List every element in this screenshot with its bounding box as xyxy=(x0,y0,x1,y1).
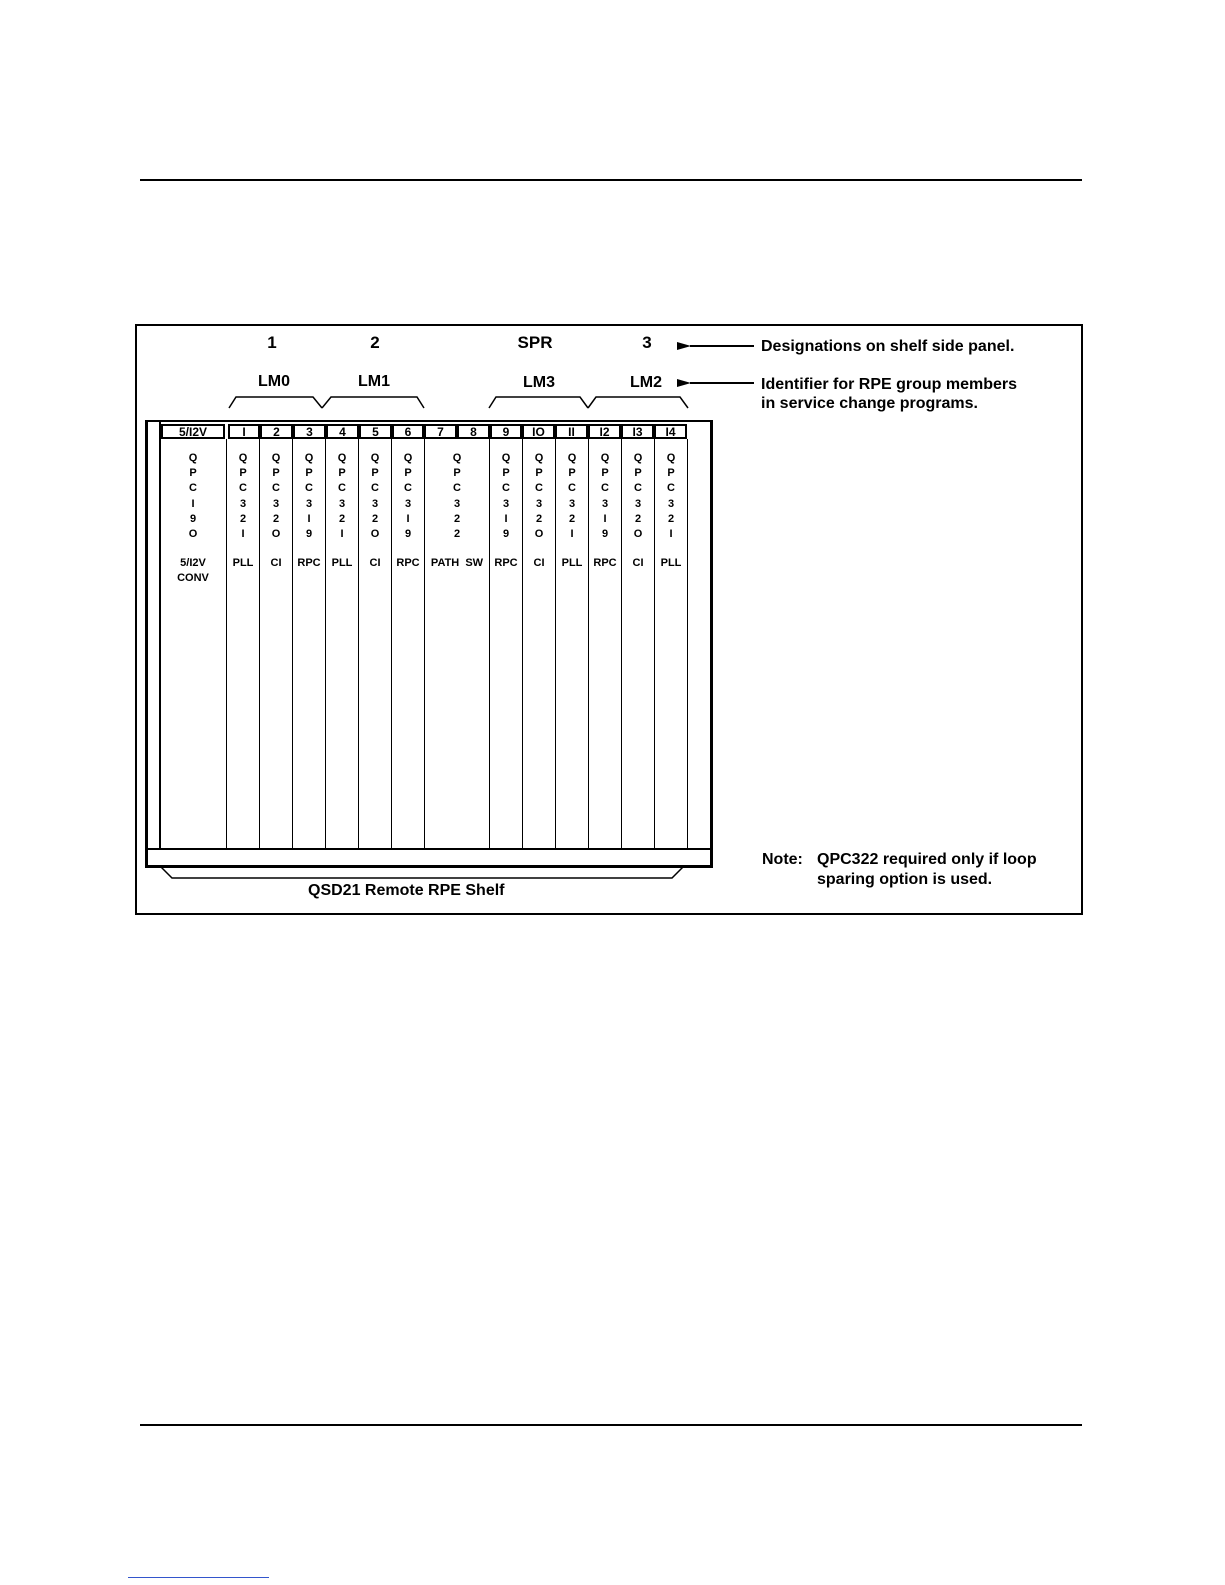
slot-code-9: Q P C 3 I 9 xyxy=(501,452,511,541)
slot-divider xyxy=(226,439,227,848)
slot-function-6: RPC xyxy=(396,557,420,569)
slot-code-1: Q P C 3 2 I xyxy=(238,452,248,541)
slot-number-9: 9 xyxy=(490,424,522,439)
slot-divider xyxy=(621,439,622,848)
slot-number-12: I2 xyxy=(588,424,621,439)
slot-code-5-12v: Q P C I 9 O xyxy=(188,452,198,541)
slot-function-14: PLL xyxy=(660,557,682,569)
designation-2: 2 xyxy=(370,333,380,352)
designations-note: Designations on shelf side panel. xyxy=(761,338,1015,355)
slot-divider xyxy=(292,439,293,848)
footer-link-underline[interactable] xyxy=(128,1577,269,1578)
slot-code-7-8: Q P C 3 2 2 xyxy=(452,452,462,541)
slot-function-2: CI xyxy=(270,557,282,569)
lm-label-lm3: LM3 xyxy=(523,374,555,391)
note-line1: QPC322 required only if loop xyxy=(817,851,1037,868)
slot-function-9: RPC xyxy=(494,557,518,569)
slot-function-10: CI xyxy=(533,557,545,569)
slot-function-1: PLL xyxy=(232,557,254,569)
brace-lm3 xyxy=(489,397,588,408)
slot-function-12: RPC xyxy=(593,557,617,569)
slot-divider xyxy=(358,439,359,848)
brace-lm0 xyxy=(229,397,322,408)
shelf-outline xyxy=(145,420,713,868)
slot-number-1: I xyxy=(228,424,260,439)
note-line2: sparing option is used. xyxy=(817,871,993,888)
identifier-note-line1: Identifier for RPE group members xyxy=(761,376,1018,393)
slot-code-11: Q P C 3 2 I xyxy=(567,452,577,541)
slot-code-3: Q P C 3 I 9 xyxy=(304,452,314,541)
shelf-inner-left xyxy=(159,420,161,848)
brace-lm2 xyxy=(588,397,688,408)
slot-function-3: RPC xyxy=(297,557,321,569)
slot-divider xyxy=(489,439,490,848)
slot-divider xyxy=(654,439,655,848)
slot-divider xyxy=(522,439,523,848)
slot-code-13: Q P C 3 2 O xyxy=(633,452,643,541)
designation-spr: SPR xyxy=(517,333,553,352)
shelf-base-line xyxy=(148,848,710,850)
slot-divider xyxy=(424,439,425,848)
slot-code-5: Q P C 3 2 O xyxy=(370,452,380,541)
slot-code-4: Q P C 3 2 I xyxy=(337,452,347,541)
slot-number-14: I4 xyxy=(654,424,687,439)
slot-function-7-8: PATH SW xyxy=(430,557,484,569)
slot-divider xyxy=(588,439,589,848)
slot-divider xyxy=(325,439,326,848)
slot-number-8: 8 xyxy=(457,424,490,439)
brace-lm1 xyxy=(322,397,424,408)
slot-function-5: CI xyxy=(369,557,381,569)
slot-function-conv: CONV xyxy=(177,572,209,584)
designation-3: 3 xyxy=(642,333,652,352)
slot-number-5-12v: 5/I2V xyxy=(161,424,225,439)
slot-number-3: 3 xyxy=(293,424,326,439)
slot-code-14: Q P C 3 2 I xyxy=(666,452,676,541)
slot-divider xyxy=(259,439,260,848)
slot-function-4: PLL xyxy=(331,557,353,569)
slot-code-2: Q P C 3 2 O xyxy=(271,452,281,541)
shelf-name: QSD21 Remote RPE Shelf xyxy=(308,882,505,899)
note-label: Note: xyxy=(762,851,803,868)
slot-code-10: Q P C 3 2 O xyxy=(534,452,544,541)
slot-number-13: I3 xyxy=(621,424,654,439)
slot-number-11: II xyxy=(555,424,588,439)
slot-number-4: 4 xyxy=(326,424,359,439)
slot-number-2: 2 xyxy=(260,424,293,439)
slot-number-6: 6 xyxy=(392,424,424,439)
slot-code-6: Q P C 3 I 9 xyxy=(403,452,413,541)
lm-label-lm1: LM1 xyxy=(358,373,390,390)
slot-divider xyxy=(555,439,556,848)
bottom-rule xyxy=(140,1424,1082,1426)
slot-function-13: CI xyxy=(632,557,644,569)
designation-1: 1 xyxy=(267,333,277,352)
slot-number-7: 7 xyxy=(424,424,457,439)
slot-divider xyxy=(687,439,688,848)
slot-function-11: PLL xyxy=(561,557,583,569)
slot-divider xyxy=(391,439,392,848)
lm-label-lm2: LM2 xyxy=(630,374,662,391)
slot-number-5: 5 xyxy=(359,424,392,439)
slot-function-5-12v: 5/I2V xyxy=(180,557,206,569)
identifier-note-line2: in service change programs. xyxy=(761,395,978,412)
lm-label-lm0: LM0 xyxy=(258,373,290,390)
slot-number-10: IO xyxy=(522,424,555,439)
slot-code-12: Q P C 3 I 9 xyxy=(600,452,610,541)
